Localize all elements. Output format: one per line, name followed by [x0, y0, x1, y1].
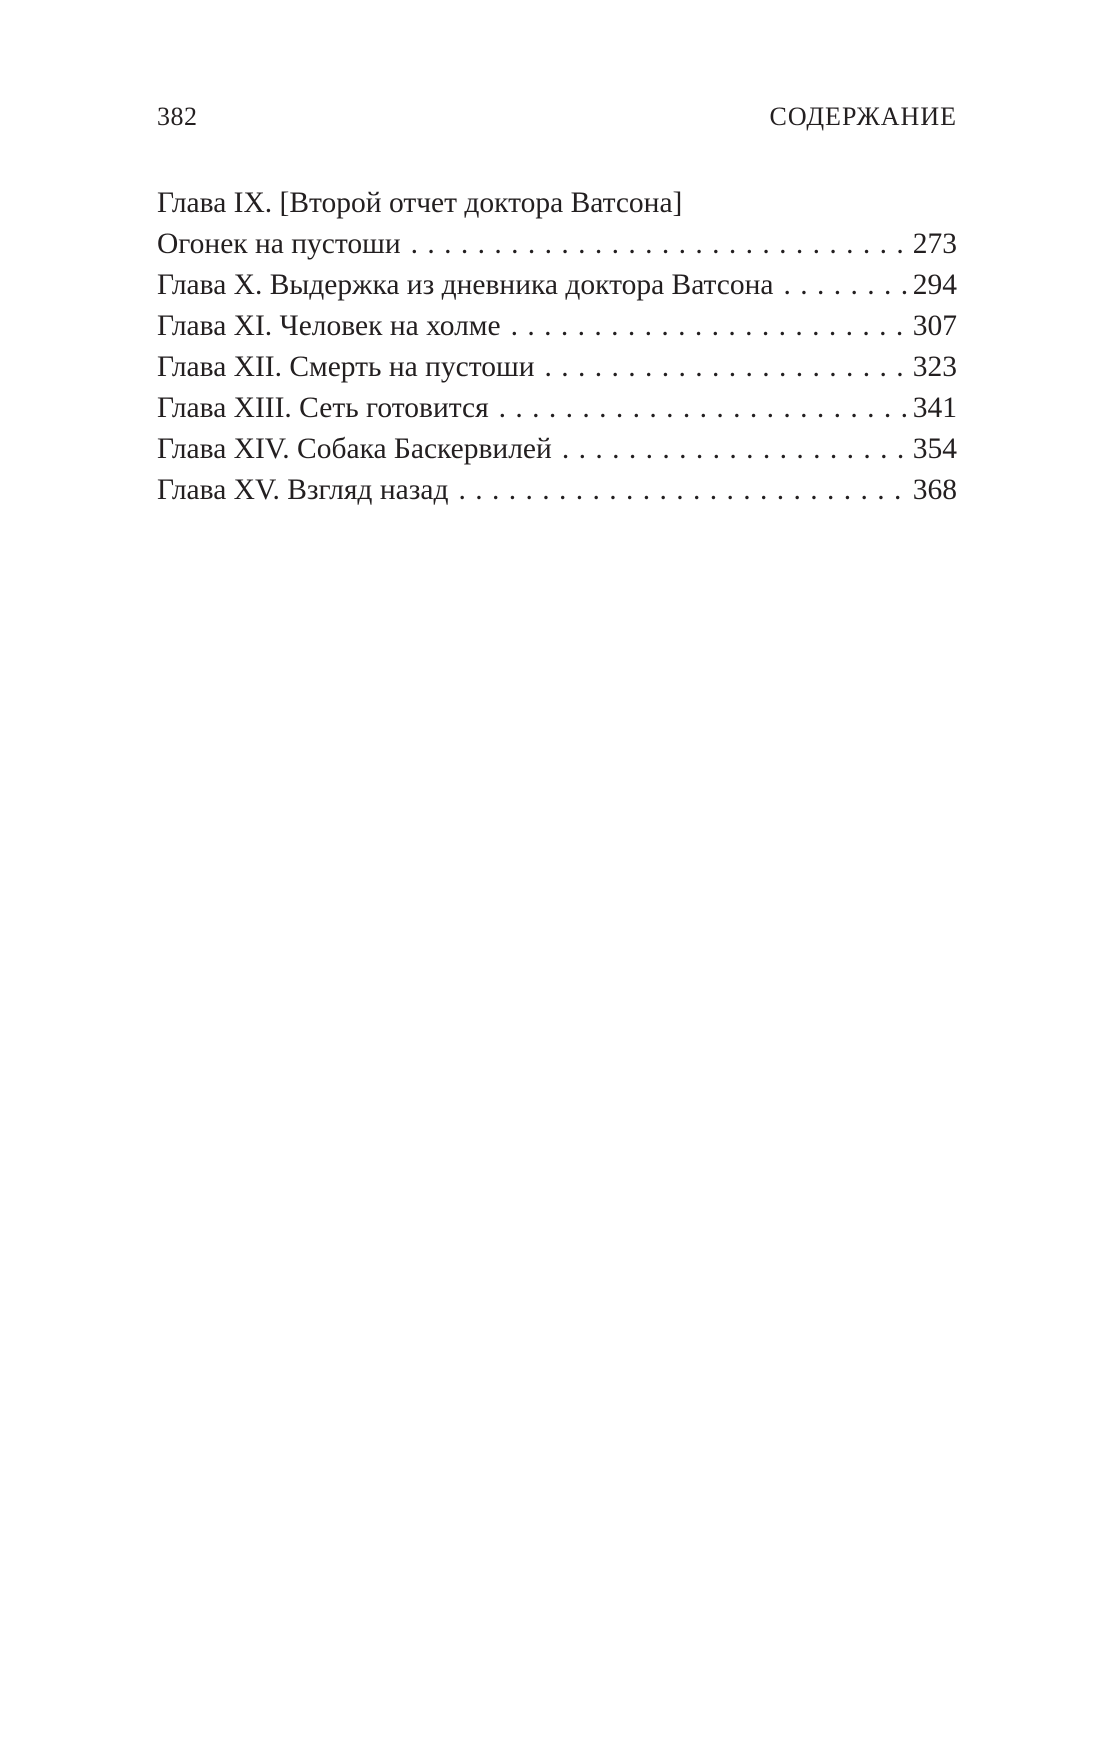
toc-entry: [157, 347, 957, 388]
toc-entry: [157, 388, 957, 429]
toc-entry-title: Глава XII. Смерть на пустоши: [157, 351, 535, 383]
toc-entry: [157, 306, 957, 347]
toc-entry-title: Глава XIV. Собака Баскервилей: [157, 433, 552, 465]
toc-entry-title: Глава XI. Человек на холме: [157, 310, 501, 342]
toc-entry-page: 354: [912, 433, 957, 465]
toc-entry-page: 294: [912, 269, 957, 301]
table-of-contents: [157, 183, 957, 511]
toc-entry-page: 323: [912, 351, 957, 383]
toc-entry: [157, 265, 957, 306]
toc-entry-title: Глава IX. [Второй отчет доктора Ватсона]: [157, 187, 683, 219]
section-title: СОДЕРЖАНИЕ: [769, 102, 957, 131]
dot-leader: [784, 265, 907, 306]
toc-entry-title: Глава X. Выдержка из дневника доктора Ватсона: [157, 269, 774, 301]
running-head: [157, 102, 957, 138]
toc-entry-page: 273: [912, 228, 957, 260]
toc-entry-page: 368: [912, 474, 957, 506]
toc-entry-title: Огонек на пустоши: [157, 228, 401, 260]
toc-entry: [157, 470, 957, 511]
dot-leader: [562, 429, 907, 470]
toc-entry: [157, 224, 957, 265]
toc-entry-page: 341: [912, 392, 957, 424]
dot-leader: [458, 470, 906, 511]
dot-leader: [511, 306, 907, 347]
toc-entry-title: Глава XV. Взгляд назад: [157, 474, 449, 506]
dot-leader: [545, 347, 907, 388]
dot-leader: [499, 388, 907, 429]
toc-entry-heading: [157, 183, 957, 224]
toc-entry: [157, 429, 957, 470]
toc-entry-title: Глава XIII. Сеть готовится: [157, 392, 489, 424]
page-number: 382: [157, 102, 198, 131]
dot-leader: [411, 224, 907, 265]
toc-entry-page: 307: [912, 310, 957, 342]
